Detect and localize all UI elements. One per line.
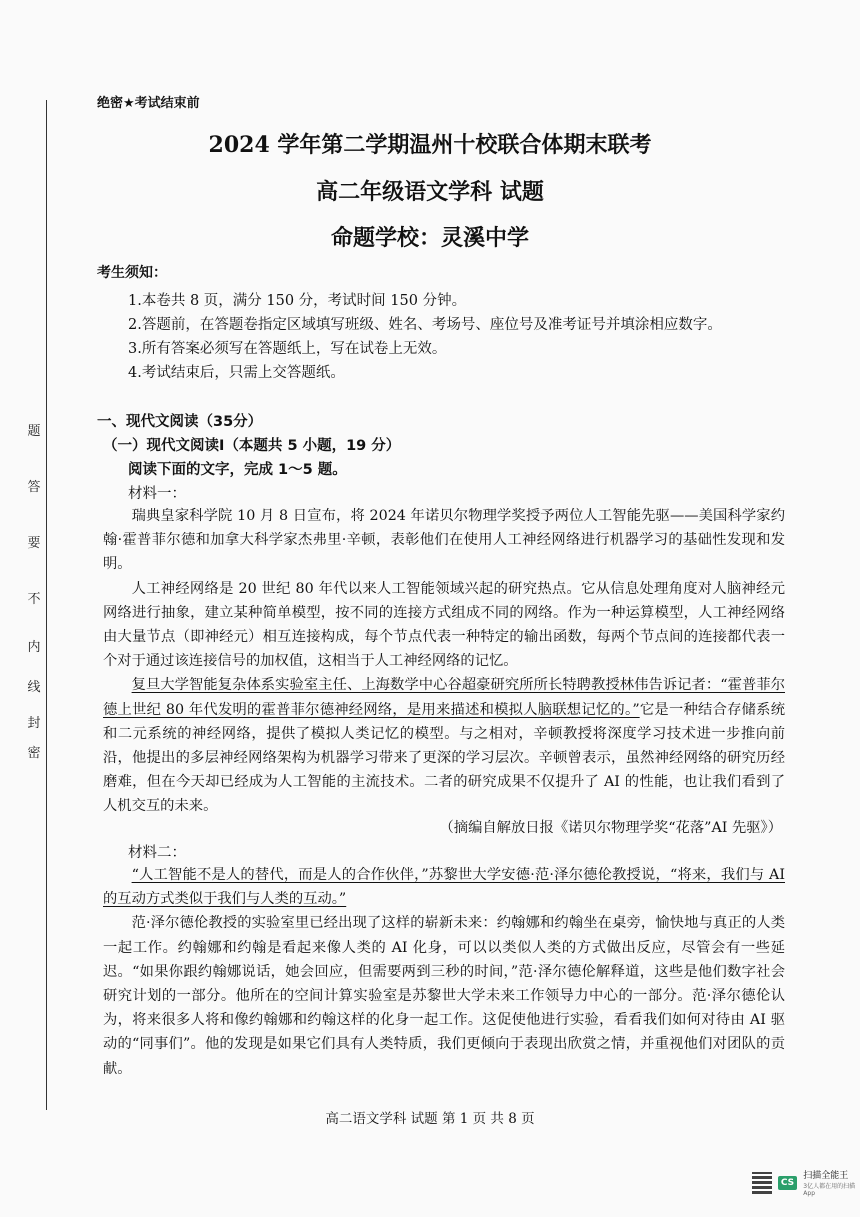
paragraph: [103, 863, 785, 911]
side-label: 线: [27, 680, 41, 695]
notice-heading: 考生须知：: [97, 265, 167, 281]
paragraph: 瑞典皇家科学院 10 月 8 日宣布，将 2024 年诺贝尔物理学奖授予两位人工智能先驱——美国科学家约翰·霍普菲尔德和加拿大科学家杰弗里·辛顿，表彰他们在使用人工神经网络进行机器学习的基础性发现和发明。: [103, 508, 785, 573]
side-label: 题: [27, 424, 41, 439]
material-two-text: [103, 863, 785, 1081]
source-citation: （摘编自解放日报《诺贝尔物理学奖“花落”AI 先驱》）: [439, 820, 782, 836]
exam-title: 2024 学年第二学期温州十校联合体期末联考: [208, 132, 652, 158]
notice-item: 3.所有答案必须写在答题纸上，写在试卷上无效。: [128, 341, 447, 357]
paragraph: [103, 673, 785, 818]
camscanner-logo: CS: [778, 1176, 798, 1190]
paragraph: 范·泽尔德伦教授的实验室里已经出现了这样的崭新未来：约翰娜和约翰坐在桌旁，愉快地与真正的人类一起工作。约翰娜和约翰是看起来像人类的 AI 化身，可以以类似人类的方式做出反应，尽管会有一些延迟。“如果你跟约翰娜说话，她会回应，但需要两到三秒的时间，”范·泽尔德伦解释道，这些是他们数字社会研究计划的一部分。他所在的空间计算实验室是苏黎世大学未来工作领导力中心的一部分。范·泽尔德伦认为，将来很多人将和像约翰娜和约翰这样的化身一起工作。这促使他进行实验，看看我们如何对待由 AI 驱动的“同事们”。他的发现是如果它们具有人类特质，我们更倾向于表现出欣赏之情，并重视他们对团队的贡献。: [103, 915, 785, 1077]
notice-item: 4.考试结束后，只需上交答题纸。: [128, 365, 345, 381]
underlined-quote: 复旦大学智能复杂体系实验室主任、上海数学中心谷超豪研究所所长特聘教授林伟告诉记者：“霍普菲尔德上世纪 80 年代发明的霍普菲尔德神经网络，是用来描述和模拟人脑联想记忆的。”: [103, 677, 785, 718]
qr-code-icon: [752, 1172, 772, 1194]
page-footer: 高二语文学科 试题 第 1 页 共 8 页: [325, 1111, 535, 1127]
scanner-name: 扫描全能王: [803, 1171, 849, 1181]
side-label: 答: [27, 480, 41, 495]
section-title: 一、现代文阅读（35分）: [97, 414, 263, 430]
notice-list: [128, 289, 722, 385]
reading-instruction: 阅读下面的文字，完成 1～5 题。: [128, 462, 347, 478]
subsection-title: （一）现代文阅读Ⅰ（本题共 5 小题，19 分）: [103, 438, 401, 454]
paragraph: 人工神经网络是 20 世纪 80 年代以来人工智能领域兴起的研究热点。它从信息处理角度对人脑神经元网络进行抽象，建立某种简单模型，按不同的连接方式组成不同的网络。作为一种运算模型，人工神经网络由大量节点（即神经元）相互连接构成，每个节点代表一种特定的输出函数，每两个节点间的连接都代表一个对于通过该连接信号的加权值，这相当于人工神经网络的记忆。: [103, 580, 785, 670]
scanner-tagline: 3亿人都在用的扫描App: [803, 1183, 856, 1197]
confidential-mark: 绝密★考试结束前: [97, 96, 200, 111]
side-label: 要: [27, 536, 41, 551]
scanner-watermark: [752, 1168, 860, 1197]
side-label: 封: [27, 716, 41, 731]
side-label: 内: [27, 640, 41, 655]
material-label: 材料二：: [128, 845, 186, 861]
underlined-quote: “人工智能不是人的替代，而是人的合作伙伴，”苏黎世大学安德·范·泽尔德伦教授说，“将来，我们与 AI 的互动方式类似于我们与人类的互动。”: [103, 867, 785, 908]
exam-school: 命题学校：灵溪中学: [330, 225, 529, 251]
material-one-text: [103, 504, 785, 819]
notice-item: 1.本卷共 8 页，满分 150 分，考试时间 150 分钟。: [128, 293, 467, 309]
side-label: 密: [27, 746, 41, 761]
paragraph-text: 它是一种结合存储系统和二元系统的神经网络，提供了模拟人类记忆的模型。与之相对，辛顿教授将深度学习技术进一步推向前沿，他提出的多层神经网络架构为机器学习带来了更深的学习层次。辛顿曾表示，虽然神经网络的研究历经磨难，但在今天却已经成为人工智能的主流技术。二者的研究成果不仅提升了 AI 的性能，也让我们看到了人机交互的未来。: [103, 701, 786, 815]
side-label: 不: [27, 592, 41, 607]
material-label: 材料一：: [128, 486, 186, 502]
notice-item: 2.答题前，在答题卷指定区域填写班级、姓名、考场号、座位号及准考证号并填涂相应数字。: [128, 317, 722, 333]
exam-subtitle: 高二年级语文学科 试题: [316, 179, 544, 205]
